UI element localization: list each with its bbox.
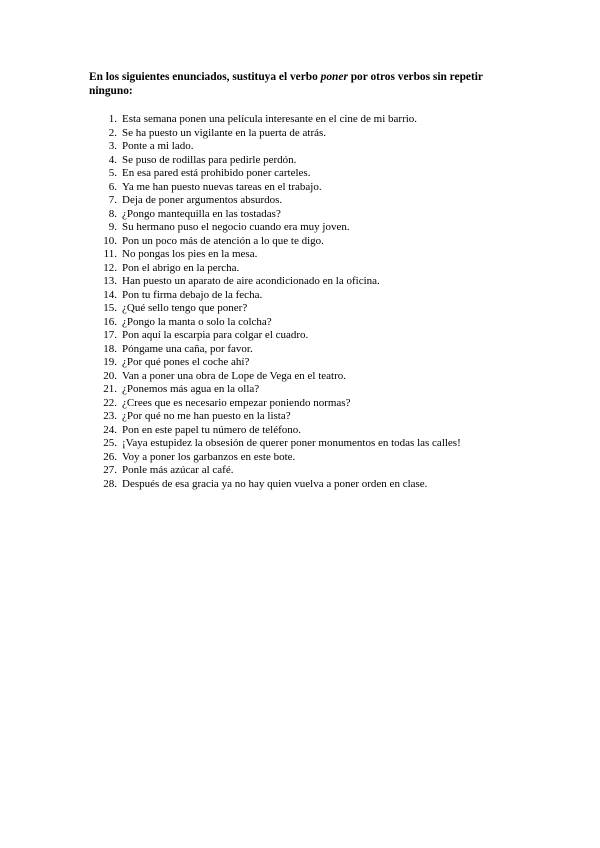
list-item-number: 10.: [103, 234, 117, 247]
list-item-text: Pon el abrigo en la percha.: [122, 261, 240, 274]
list-item: [89, 397, 539, 411]
list-item: [89, 221, 539, 235]
list-item-text: Ponte a mi lado.: [122, 140, 194, 153]
list-item-text: Ya me han puesto nuevas tareas en el trabajo.: [122, 180, 322, 193]
list-item-number: 23.: [103, 410, 117, 423]
list-item-number: 11.: [103, 248, 117, 261]
list-item: [89, 356, 539, 370]
list-item-text: Ponle más azúcar al café.: [122, 464, 234, 477]
list-item: [89, 208, 539, 222]
list-item-number: 24.: [103, 423, 117, 436]
list-item: [89, 235, 539, 249]
list-item-text: Deja de poner argumentos absurdos.: [122, 194, 283, 207]
list-item-number: 13.: [103, 275, 117, 288]
list-item-text: Esta semana ponen una película interesante en el cine de mi barrio.: [122, 113, 418, 125]
list-item-text: Se ha puesto un vigilante en la puerta de atrás.: [122, 126, 327, 139]
list-item-text: ¿Crees que es necesario empezar poniendo normas?: [122, 396, 351, 409]
list-item: [89, 464, 539, 478]
list-item-text: Van a poner una obra de Lope de Vega en el teatro.: [122, 369, 346, 382]
list-item-number: 17.: [103, 329, 117, 342]
list-item: [89, 140, 539, 154]
list-item: [89, 154, 539, 168]
list-item: [89, 275, 539, 289]
list-item: [89, 289, 539, 303]
list-item-number: 15.: [103, 302, 117, 315]
list-item: [89, 248, 539, 262]
list-item: [89, 437, 539, 451]
list-item-text: Se puso de rodillas para pedirle perdón.: [122, 153, 297, 166]
list-item-text: ¿Por qué pones el coche ahí?: [122, 356, 250, 369]
list-item: [89, 316, 539, 330]
list-item-text: Pon un poco más de atención a lo que te digo.: [122, 234, 324, 247]
list-item-text: ¿Pongo la manta o solo la colcha?: [122, 315, 272, 328]
list-item-number: 19.: [103, 356, 117, 369]
list-item-number: 9.: [108, 221, 117, 234]
list-item-number: 14.: [103, 288, 117, 301]
list-item-number: 21.: [103, 383, 117, 396]
list-item-number: 20.: [103, 369, 117, 382]
list-item-number: 3.: [108, 140, 117, 153]
list-item-number: 25.: [103, 437, 117, 450]
list-item-number: 16.: [103, 315, 117, 328]
list-item-text: ¿Pongo mantequilla en las tostadas?: [122, 207, 281, 220]
list-item: [89, 167, 539, 181]
list-item-text: En esa pared está prohibido poner carteles.: [122, 167, 311, 180]
list-item-text: Pon en este papel tu número de teléfono.: [122, 423, 302, 436]
list-item: [89, 383, 539, 397]
list-item: [89, 302, 539, 316]
list-item-text: Después de esa gracia ya no hay quien vuelva a poner orden en clase.: [122, 477, 428, 490]
list-item-number: 27.: [103, 464, 117, 477]
list-item-number: 8.: [108, 207, 117, 220]
list-item-number: 12.: [103, 261, 117, 274]
instruction-heading: [89, 70, 519, 98]
list-item: [89, 127, 539, 141]
list-item-text: Han puesto un aparato de aire acondicionado en la oficina.: [122, 275, 380, 288]
list-item-number: 7.: [108, 194, 117, 207]
list-item-text: ¿Qué sello tengo que poner?: [122, 302, 248, 315]
list-item-number: 5.: [108, 167, 117, 180]
list-item-number: 1.: [108, 113, 117, 125]
instruction-verb: poner: [320, 71, 348, 83]
list-item: [89, 343, 539, 357]
list-item-text: Pon aquí la escarpia para colgar el cuadro.: [122, 329, 309, 342]
list-item-number: 6.: [108, 180, 117, 193]
list-item: [89, 478, 539, 492]
list-item-text: Voy a poner los garbanzos en este bote.: [122, 450, 296, 463]
list-item: [89, 451, 539, 465]
list-item-text: Póngame una caña, por favor.: [122, 342, 253, 355]
list-item: [89, 113, 539, 127]
list-item-number: 28.: [103, 477, 117, 490]
list-item-text: Pon tu firma debajo de la fecha.: [122, 288, 263, 301]
list-item: [89, 424, 539, 438]
list-item-text: Su hermano puso el negocio cuando era muy joven.: [122, 221, 350, 234]
list-item: [89, 410, 539, 424]
exercise-list: [89, 113, 539, 491]
list-item: [89, 329, 539, 343]
instruction-text-before: En los siguientes enunciados, sustituya el verbo: [89, 71, 321, 83]
list-item: [89, 194, 539, 208]
list-item-number: 2.: [108, 126, 117, 139]
list-item: [89, 370, 539, 384]
list-item-text: ¡Vaya estupidez la obsesión de querer poner monumentos en todas las calles!: [122, 437, 461, 450]
list-item-text: ¿Ponemos más agua en la olla?: [122, 383, 260, 396]
list-item-number: 4.: [108, 153, 117, 166]
list-item-number: 22.: [103, 396, 117, 409]
list-item-number: 26.: [103, 450, 117, 463]
instruction-text-after: por otros verbos sin repetir ninguno:: [89, 71, 483, 97]
list-item: [89, 181, 539, 195]
list-item-text: ¿Por qué no me han puesto en la lista?: [122, 410, 291, 423]
list-item-text: No pongas los pies en la mesa.: [122, 248, 258, 261]
list-item: [89, 262, 539, 276]
list-item-number: 18.: [103, 342, 117, 355]
